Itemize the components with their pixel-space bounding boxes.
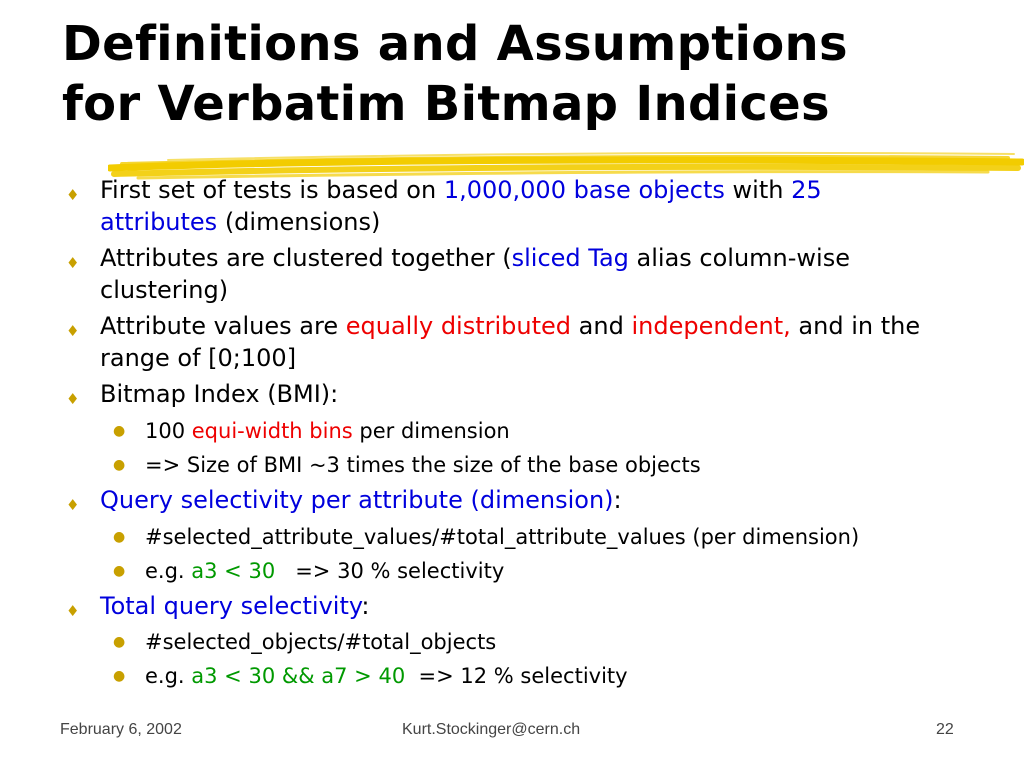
bullet-4-sub-2: => Size of BMI ~3 times the size of the base objects (145, 453, 701, 477)
highlight-equally-distributed: equally distributed (345, 312, 572, 340)
highlight-base-objects: 1,000,000 base objects (443, 176, 725, 204)
bullet-6-sub-2: e.g. a3 < 30 && a7 > 40 => 12 % selectivity (145, 664, 628, 688)
bullet-5-sub-2: e.g. a3 < 30 => 30 % selectivity (145, 559, 505, 583)
diamond-bullet-icon: ♦ (66, 186, 80, 204)
slide-title-line-1: Definitions and Assumptions (62, 16, 848, 72)
bullet-1-line-2: attributes (dimensions) (100, 208, 381, 236)
dot-bullet-icon: ● (113, 423, 126, 439)
bullet-4-sub-1: 100 equi-width bins per dimension (145, 419, 510, 443)
highlight-25: 25 (791, 176, 822, 204)
highlight-sliced-tag: sliced Tag (511, 244, 629, 272)
highlight-a3-lt-30: a3 < 30 (191, 559, 276, 583)
diamond-bullet-icon: ♦ (66, 254, 80, 272)
bullet-6-sub-1: #selected_objects/#total_objects (145, 630, 497, 654)
diamond-bullet-icon: ♦ (66, 322, 80, 340)
bullet-1-line-1: First set of tests is based on 1,000,000 base objects with 25 (100, 176, 822, 204)
highlight-attributes: attributes (100, 208, 218, 236)
highlight-a3-and-a7: a3 < 30 && a7 > 40 (191, 664, 406, 688)
bullet-6-line-1: Total query selectivity: (100, 592, 370, 620)
highlight-independent: independent, (631, 312, 791, 340)
dot-bullet-icon: ● (113, 668, 126, 684)
bullet-3-line-1: Attribute values are equally distributed and independent, and in the (100, 312, 921, 340)
dot-bullet-icon: ● (113, 529, 126, 545)
footer-page-number: 22 (936, 721, 954, 738)
diamond-bullet-icon: ♦ (66, 496, 80, 514)
bullet-5-sub-1: #selected_attribute_values/#total_attribute_values (per dimension) (145, 525, 860, 549)
bullet-2-line-2: clustering) (100, 276, 229, 304)
dot-bullet-icon: ● (113, 563, 126, 579)
bullet-5-line-1: Query selectivity per attribute (dimension): (100, 486, 622, 514)
footer-date: February 6, 2002 (60, 721, 182, 738)
highlight-total-query-selectivity: Total query selectivity (100, 592, 362, 620)
highlight-equi-width-bins: equi-width bins (191, 419, 353, 443)
diamond-bullet-icon: ♦ (66, 602, 80, 620)
dot-bullet-icon: ● (113, 634, 126, 650)
bullet-2-line-1: Attributes are clustered together (sliced Tag alias column-wise (100, 244, 850, 272)
footer-email: Kurt.Stockinger@cern.ch (402, 721, 581, 738)
bullet-3-line-2: range of [0;100] (100, 344, 297, 372)
diamond-bullet-icon: ♦ (66, 390, 80, 408)
highlight-query-selectivity: Query selectivity per attribute (dimension) (100, 486, 614, 514)
dot-bullet-icon: ● (113, 457, 126, 473)
slide-title-line-2: for Verbatim Bitmap Indices (62, 76, 830, 132)
bullet-4-line-1: Bitmap Index (BMI): (100, 380, 339, 408)
